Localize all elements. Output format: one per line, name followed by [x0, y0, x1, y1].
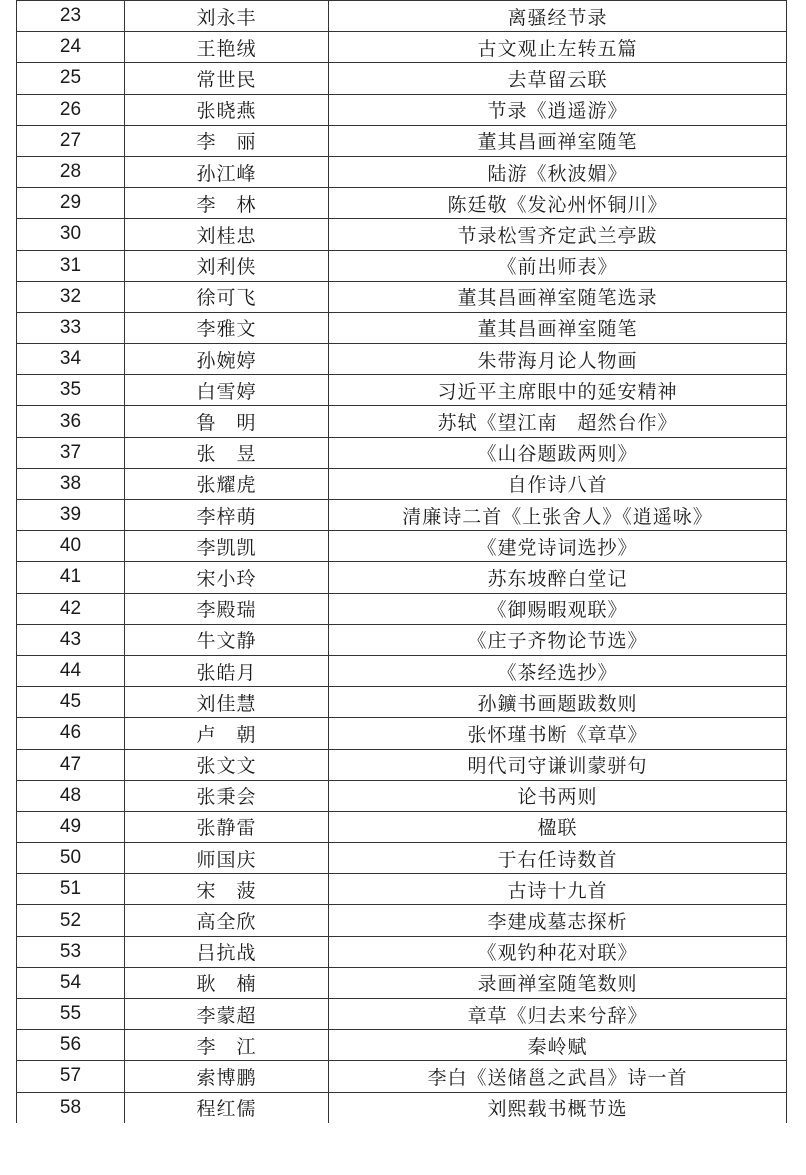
row-number-cell: 38 [17, 468, 125, 499]
row-number-cell: 44 [17, 655, 125, 686]
work-title-cell: 节录《逍遥游》 [329, 94, 787, 125]
name-cell: 王艳绒 [125, 32, 329, 63]
name-cell: 张皓月 [125, 655, 329, 686]
table-row [17, 1, 787, 32]
work-title-cell: 明代司守谦训蒙骈句 [329, 749, 787, 780]
row-number-cell: 56 [17, 1030, 125, 1061]
work-title-cell: 《观钓种花对联》 [329, 936, 787, 967]
row-number-cell: 42 [17, 593, 125, 624]
name-cell: 刘利侠 [125, 250, 329, 281]
table-row [17, 250, 787, 281]
name-cell: 李蒙超 [125, 999, 329, 1030]
work-title-cell: 朱带海月论人物画 [329, 344, 787, 375]
name-cell: 宋小玲 [125, 562, 329, 593]
table-row [17, 156, 787, 187]
work-title-cell: 于右任诗数首 [329, 843, 787, 874]
row-number-cell: 27 [17, 125, 125, 156]
name-cell: 张秉会 [125, 780, 329, 811]
name-cell: 李雅文 [125, 312, 329, 343]
work-title-cell: 苏东坡醉白堂记 [329, 562, 787, 593]
table-row [17, 32, 787, 63]
name-cell: 高全欣 [125, 905, 329, 936]
table-row [17, 874, 787, 905]
work-title-cell: 苏轼《望江南 超然台作》 [329, 406, 787, 437]
work-title-cell: 董其昌画禅室随笔 [329, 125, 787, 156]
name-cell: 耿 楠 [125, 967, 329, 998]
row-number-cell: 24 [17, 32, 125, 63]
name-cell: 张静雷 [125, 811, 329, 842]
work-title-cell: 《御赐暇观联》 [329, 593, 787, 624]
name-cell: 白雪婷 [125, 375, 329, 406]
row-number-cell: 46 [17, 718, 125, 749]
row-number-cell: 43 [17, 624, 125, 655]
row-number-cell: 51 [17, 874, 125, 905]
row-number-cell: 55 [17, 999, 125, 1030]
row-number-cell: 41 [17, 562, 125, 593]
name-cell: 刘永丰 [125, 1, 329, 32]
name-cell: 刘桂忠 [125, 219, 329, 250]
row-number-cell: 48 [17, 780, 125, 811]
name-cell: 刘佳慧 [125, 687, 329, 718]
table-row [17, 437, 787, 468]
table-row [17, 967, 787, 998]
row-number-cell: 35 [17, 375, 125, 406]
table-row [17, 687, 787, 718]
table-row [17, 344, 787, 375]
work-title-cell: 古文观止左转五篇 [329, 32, 787, 63]
table-row [17, 1030, 787, 1061]
name-cell: 卢 朝 [125, 718, 329, 749]
table-row [17, 500, 787, 531]
name-cell: 牛文静 [125, 624, 329, 655]
work-title-cell: 《茶经选抄》 [329, 655, 787, 686]
work-title-cell: 录画禅室随笔数则 [329, 967, 787, 998]
work-title-cell: 《建党诗词选抄》 [329, 531, 787, 562]
name-cell: 李凯凯 [125, 531, 329, 562]
work-title-cell: 古诗十九首 [329, 874, 787, 905]
work-title-cell: 清廉诗二首《上张舍人》《逍遥咏》 [329, 500, 787, 531]
work-title-cell: 节录松雪齐定武兰亭跋 [329, 219, 787, 250]
row-number-cell: 52 [17, 905, 125, 936]
row-number-cell: 53 [17, 936, 125, 967]
name-cell: 师国庆 [125, 843, 329, 874]
work-title-cell: 董其昌画禅室随笔选录 [329, 281, 787, 312]
row-number-cell: 45 [17, 687, 125, 718]
row-number-cell: 39 [17, 500, 125, 531]
table-row [17, 624, 787, 655]
row-number-cell: 36 [17, 406, 125, 437]
name-cell: 张晓燕 [125, 94, 329, 125]
work-title-cell: 张怀瑾书断《章草》 [329, 718, 787, 749]
name-cell: 张耀虎 [125, 468, 329, 499]
work-title-cell: 李建成墓志探析 [329, 905, 787, 936]
work-title-cell: 陆游《秋波媚》 [329, 156, 787, 187]
table-row [17, 375, 787, 406]
table-row [17, 406, 787, 437]
table-row [17, 593, 787, 624]
table-row [17, 843, 787, 874]
name-cell: 孙婉婷 [125, 344, 329, 375]
roster-table [16, 0, 787, 1123]
row-number-cell: 50 [17, 843, 125, 874]
row-number-cell: 47 [17, 749, 125, 780]
work-title-cell: 自作诗八首 [329, 468, 787, 499]
name-cell: 张 昱 [125, 437, 329, 468]
row-number-cell: 28 [17, 156, 125, 187]
row-number-cell: 34 [17, 344, 125, 375]
row-number-cell: 32 [17, 281, 125, 312]
work-title-cell: 楹联 [329, 811, 787, 842]
name-cell: 常世民 [125, 63, 329, 94]
name-cell: 李 丽 [125, 125, 329, 156]
name-cell: 李梓萌 [125, 500, 329, 531]
table-row [17, 531, 787, 562]
table-row [17, 1092, 787, 1123]
row-number-cell: 25 [17, 63, 125, 94]
name-cell: 李 江 [125, 1030, 329, 1061]
table-row [17, 219, 787, 250]
roster-table-body [17, 1, 787, 1124]
work-title-cell: 去草留云联 [329, 63, 787, 94]
table-row [17, 188, 787, 219]
table-row [17, 562, 787, 593]
row-number-cell: 57 [17, 1061, 125, 1092]
work-title-cell: 陈廷敬《发沁州怀铜川》 [329, 188, 787, 219]
work-title-cell: 秦岭赋 [329, 1030, 787, 1061]
name-cell: 张文文 [125, 749, 329, 780]
row-number-cell: 54 [17, 967, 125, 998]
name-cell: 李殿瑞 [125, 593, 329, 624]
table-row [17, 811, 787, 842]
table-row [17, 999, 787, 1030]
table-row [17, 1061, 787, 1092]
name-cell: 宋 菠 [125, 874, 329, 905]
table-row [17, 312, 787, 343]
work-title-cell: 董其昌画禅室随笔 [329, 312, 787, 343]
work-title-cell: 《山谷题跋两则》 [329, 437, 787, 468]
name-cell: 徐可飞 [125, 281, 329, 312]
row-number-cell: 33 [17, 312, 125, 343]
row-number-cell: 31 [17, 250, 125, 281]
work-title-cell: 论书两则 [329, 780, 787, 811]
table-row [17, 63, 787, 94]
table-row [17, 281, 787, 312]
work-title-cell: 刘熙载书概节选 [329, 1092, 787, 1123]
name-cell: 吕抗战 [125, 936, 329, 967]
table-row [17, 780, 787, 811]
name-cell: 李 林 [125, 188, 329, 219]
table-row [17, 749, 787, 780]
name-cell: 鲁 明 [125, 406, 329, 437]
work-title-cell: 离骚经节录 [329, 1, 787, 32]
table-row [17, 905, 787, 936]
name-cell: 孙江峰 [125, 156, 329, 187]
table-row [17, 94, 787, 125]
table-row [17, 125, 787, 156]
table-row [17, 936, 787, 967]
work-title-cell: 习近平主席眼中的延安精神 [329, 375, 787, 406]
row-number-cell: 58 [17, 1092, 125, 1123]
row-number-cell: 37 [17, 437, 125, 468]
row-number-cell: 30 [17, 219, 125, 250]
name-cell: 程红儒 [125, 1092, 329, 1123]
name-cell: 索博鹏 [125, 1061, 329, 1092]
row-number-cell: 23 [17, 1, 125, 32]
work-title-cell: 李白《送储邕之武昌》诗一首 [329, 1061, 787, 1092]
row-number-cell: 29 [17, 188, 125, 219]
row-number-cell: 40 [17, 531, 125, 562]
table-row [17, 718, 787, 749]
row-number-cell: 26 [17, 94, 125, 125]
table-row [17, 655, 787, 686]
work-title-cell: 孙鑛书画题跋数则 [329, 687, 787, 718]
table-row [17, 468, 787, 499]
row-number-cell: 49 [17, 811, 125, 842]
work-title-cell: 《庄子齐物论节选》 [329, 624, 787, 655]
work-title-cell: 《前出师表》 [329, 250, 787, 281]
work-title-cell: 章草《归去来兮辞》 [329, 999, 787, 1030]
